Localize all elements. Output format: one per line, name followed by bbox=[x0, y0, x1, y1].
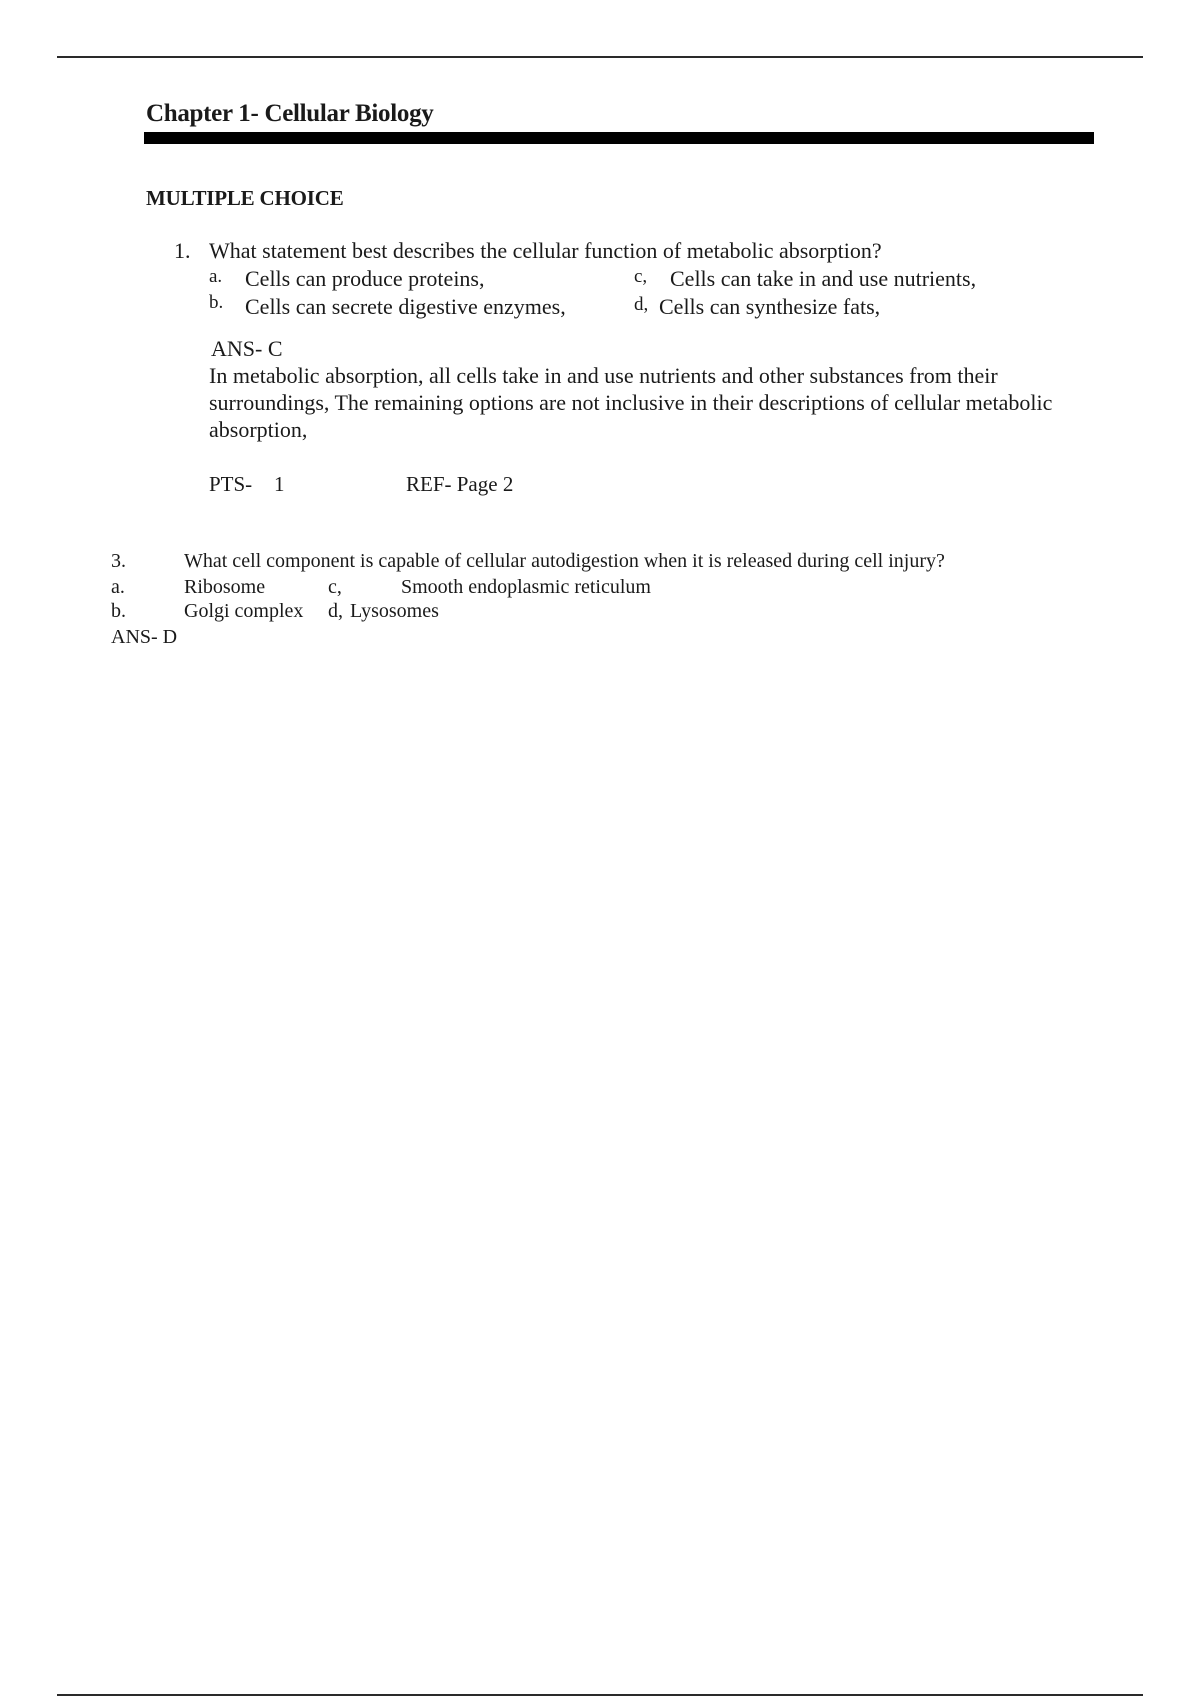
q3-option-c-text: Smooth endoplasmic reticulum bbox=[401, 576, 651, 598]
q3-option-a-letter: a. bbox=[111, 576, 125, 598]
points-label: PTS- bbox=[209, 472, 253, 496]
question-1-text: What statement best describes the cellular function of metabolic absorption? bbox=[209, 238, 882, 263]
q3-option-b-text: Golgi complex bbox=[184, 600, 304, 622]
question-1-number: 1. bbox=[174, 238, 191, 263]
question-3-number: 3. bbox=[111, 550, 126, 572]
question-3-text: What cell component is capable of cellular autodigestion when it is released during cell injury? bbox=[184, 550, 945, 572]
option-c-text: Cells can take in and use nutrients, bbox=[670, 266, 977, 291]
option-c-letter: c, bbox=[634, 266, 648, 287]
option-a-letter: a. bbox=[209, 266, 223, 287]
option-b-letter: b. bbox=[209, 292, 224, 313]
chapter-title: Chapter 1- Cellular Biology bbox=[146, 100, 434, 127]
top-rule bbox=[57, 56, 1143, 58]
answer-explanation: In metabolic absorption, all cells take in and use nutrients and other substances from their surroundings, The remaining options are not inclusive in their descriptions of cellular metabolic absorption, bbox=[209, 363, 1053, 442]
points-value: 1 bbox=[274, 472, 285, 496]
q3-option-d-text: Lysosomes bbox=[350, 600, 439, 622]
q3-option-b-letter: b. bbox=[111, 600, 126, 622]
bottom-rule bbox=[57, 1694, 1143, 1696]
section-heading: MULTIPLE CHOICE bbox=[146, 186, 344, 210]
q3-option-d-letter: d, bbox=[328, 600, 343, 622]
reference: REF- Page 2 bbox=[406, 472, 514, 496]
option-a-text: Cells can produce proteins, bbox=[245, 266, 485, 291]
title-underline-bar bbox=[144, 132, 1094, 144]
option-d-text: Cells can synthesize fats, bbox=[659, 294, 881, 319]
option-b-text: Cells can secrete digestive enzymes, bbox=[245, 294, 566, 319]
option-d-letter: d, bbox=[634, 294, 649, 315]
q3-option-a-text: Ribosome bbox=[184, 576, 266, 598]
answer-label: ANS- C bbox=[211, 336, 283, 361]
q3-answer-label: ANS- D bbox=[111, 626, 178, 648]
q3-option-c-letter: c, bbox=[328, 576, 342, 598]
